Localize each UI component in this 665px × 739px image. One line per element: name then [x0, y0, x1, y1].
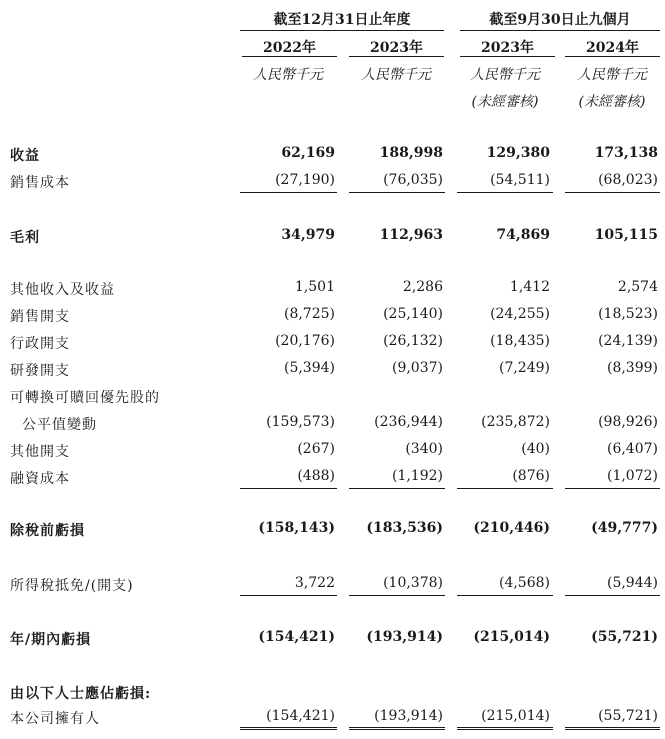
row-value: (4,568) — [498, 575, 550, 591]
table-row-other-income — [0, 279, 665, 301]
subtotal-line — [349, 595, 445, 596]
table-row-gross-profit — [0, 227, 665, 249]
row-label: 本公司擁有人 — [10, 711, 100, 727]
row-value: (68,023) — [598, 172, 658, 188]
row-value: (20,176) — [275, 333, 335, 349]
row-value: (18,523) — [598, 306, 658, 322]
subtotal-line — [565, 595, 660, 596]
table-row-other-expenses — [0, 441, 665, 463]
row-value: (158,143) — [258, 520, 335, 536]
row-value: 188,998 — [379, 145, 443, 161]
row-value: (27,190) — [275, 172, 335, 188]
header-year-underline — [349, 56, 444, 57]
row-value: (76,035) — [383, 172, 443, 188]
header-year-2023-annual: 2023年 — [370, 40, 423, 56]
row-value: (98,926) — [598, 414, 658, 430]
row-value: (54,511) — [490, 172, 550, 188]
table-row-income-tax — [0, 575, 665, 597]
row-value: 2,574 — [617, 279, 658, 295]
row-value: (159,573) — [266, 414, 335, 430]
table-row-loss-before-tax — [0, 520, 665, 542]
header-year-underline — [460, 56, 555, 57]
row-label: 其他開支 — [10, 444, 70, 460]
row-label: 公平值變動 — [22, 417, 97, 433]
table-row-finance-costs — [0, 468, 665, 490]
row-value: (40) — [521, 441, 550, 457]
subtotal-line — [240, 192, 337, 193]
subtotal-line — [240, 488, 337, 489]
header-unit: 人民幣千元 — [577, 67, 647, 83]
row-label: 除稅前虧損 — [10, 523, 85, 539]
table-row-cost-of-sales — [0, 172, 665, 194]
row-label: 所得稅抵免/(開支) — [10, 578, 134, 594]
subtotal-line — [457, 595, 553, 596]
row-value: (18,435) — [490, 333, 550, 349]
total-double-line — [457, 727, 553, 730]
row-value: (10,378) — [383, 575, 443, 591]
header-group-nine-months: 截至9月30日止九個月 — [489, 12, 631, 28]
row-value: (340) — [405, 441, 443, 457]
table-row-selling-expenses — [0, 306, 665, 328]
header-group-annual-underline — [240, 30, 444, 31]
row-label: 可轉換可贖回優先股的 — [10, 390, 160, 406]
row-value: (193,914) — [366, 629, 443, 645]
header-unaudited: (未經審核) — [578, 94, 646, 110]
row-value: (215,014) — [473, 629, 550, 645]
row-value: (210,446) — [473, 520, 550, 536]
row-label: 其他收入及收益 — [10, 282, 115, 298]
header-unit: 人民幣千元 — [361, 67, 431, 83]
row-label: 收益 — [10, 148, 40, 164]
row-value: 112,963 — [379, 227, 443, 243]
row-value: 105,115 — [594, 227, 658, 243]
subtotal-line — [349, 192, 445, 193]
row-label: 研發開支 — [10, 363, 70, 379]
subtotal-line — [457, 488, 553, 489]
header-year-2024: 2024年 — [586, 40, 639, 56]
row-value: (1,072) — [606, 468, 658, 484]
header-group-nine-months-underline — [460, 30, 660, 31]
row-value: (5,394) — [283, 360, 335, 376]
row-value: 2,286 — [402, 279, 443, 295]
subtotal-line — [240, 595, 337, 596]
row-value: 1,412 — [509, 279, 550, 295]
row-value: 62,169 — [281, 145, 335, 161]
row-value: (9,037) — [391, 360, 443, 376]
row-value: 34,979 — [281, 227, 335, 243]
row-label: 毛利 — [10, 230, 40, 246]
row-value: 1,501 — [294, 279, 335, 295]
row-value: (1,192) — [391, 468, 443, 484]
row-value: (24,255) — [490, 306, 550, 322]
header-year-2023-interim: 2023年 — [481, 40, 534, 56]
subtotal-line — [565, 192, 660, 193]
row-value: (154,421) — [258, 629, 335, 645]
total-double-line — [240, 727, 337, 730]
row-value: (8,725) — [283, 306, 335, 322]
row-value: (154,421) — [266, 708, 335, 724]
subtotal-line — [349, 488, 445, 489]
row-value: (8,399) — [606, 360, 658, 376]
table-row-loss-for-period — [0, 629, 665, 651]
row-value: (24,139) — [598, 333, 658, 349]
row-value: (6,407) — [606, 441, 658, 457]
row-value: 3,722 — [294, 575, 335, 591]
table-row-revenue — [0, 145, 665, 167]
row-value: (55,721) — [591, 629, 658, 645]
row-value: (215,014) — [481, 708, 550, 724]
total-double-line — [349, 727, 445, 730]
row-value: 173,138 — [594, 145, 658, 161]
row-value: (5,944) — [606, 575, 658, 591]
header-year-underline — [565, 56, 660, 57]
row-value: (49,777) — [591, 520, 658, 536]
table-row-preferred-shares-heading — [0, 387, 665, 409]
row-value: (488) — [297, 468, 335, 484]
row-value: (236,944) — [374, 414, 443, 430]
row-label: 融資成本 — [10, 471, 70, 487]
table-row-rnd-expenses — [0, 360, 665, 382]
row-value: (183,536) — [366, 520, 443, 536]
row-label: 銷售開支 — [10, 309, 70, 325]
row-label: 年/期內虧損 — [10, 632, 92, 648]
row-label: 由以下人士應佔虧損: — [10, 686, 152, 702]
row-label: 行政開支 — [10, 336, 70, 352]
row-value: 129,380 — [486, 145, 550, 161]
table-row-admin-expenses — [0, 333, 665, 355]
row-value: (7,249) — [498, 360, 550, 376]
header-unit: 人民幣千元 — [470, 67, 540, 83]
row-value: (55,721) — [598, 708, 658, 724]
table-row-attributable-heading — [0, 683, 665, 705]
row-value: (193,914) — [374, 708, 443, 724]
row-value: (25,140) — [383, 306, 443, 322]
subtotal-line — [565, 488, 660, 489]
row-value: (26,132) — [383, 333, 443, 349]
total-double-line — [565, 727, 660, 730]
table-row-fair-value-change — [0, 414, 665, 436]
header-group-annual: 截至12月31日止年度 — [273, 12, 411, 28]
row-value: (876) — [512, 468, 550, 484]
row-value: (235,872) — [481, 414, 550, 430]
row-label: 銷售成本 — [10, 175, 70, 191]
header-unaudited: (未經審核) — [471, 94, 539, 110]
row-value: (267) — [297, 441, 335, 457]
header-year-2022: 2022年 — [263, 40, 316, 56]
header-unit: 人民幣千元 — [253, 67, 323, 83]
subtotal-line — [457, 192, 553, 193]
row-value: 74,869 — [496, 227, 550, 243]
header-year-underline — [242, 56, 337, 57]
